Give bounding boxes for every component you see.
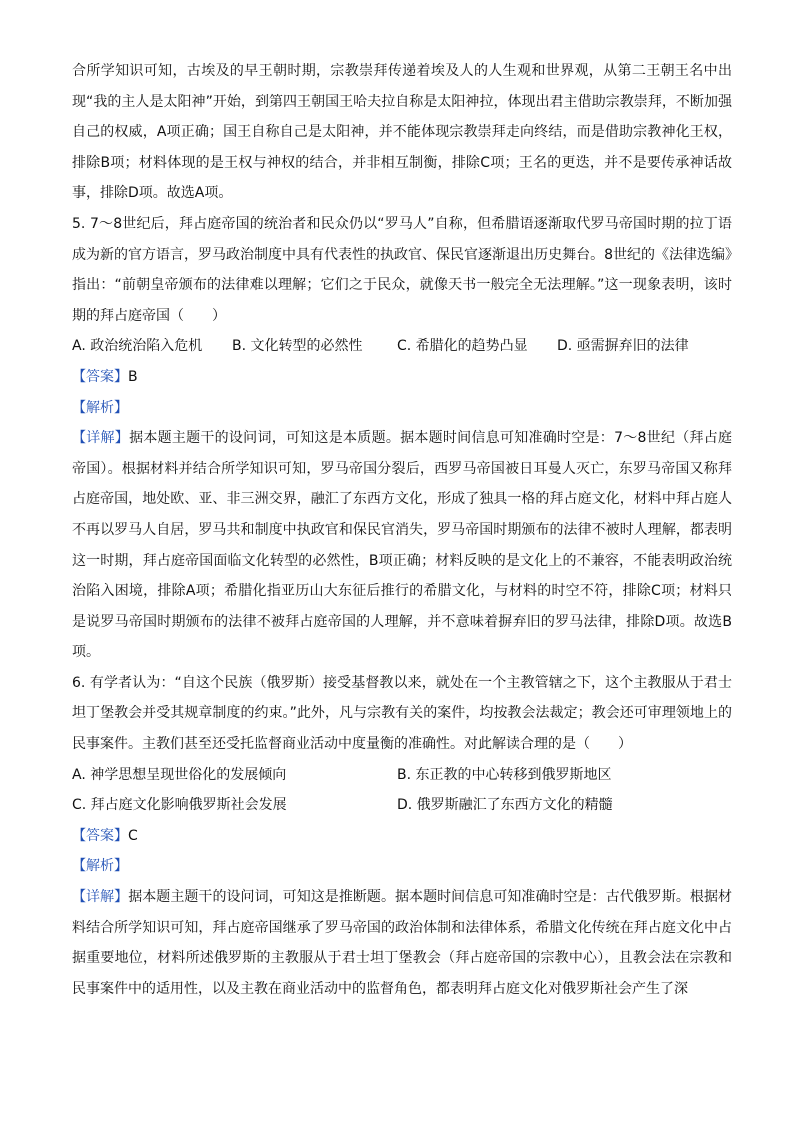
- q6-analysis-label: 【解析】: [72, 858, 128, 875]
- q5-detail-text: 据本题主题干的设问词，可知这是本质题。据本题时间信息可知准确时空是：7～8世纪（拜占庭帝国）。根据材料并结合所学知识可知，罗马帝国分裂后，西罗马帝国被日耳曼人灭亡，东罗马帝国又称拜占庭帝国，地处欧、亚、非三洲交界，融汇了东西方文化，形成了独具一格的拜占庭文化，材料中拜占庭人不再以罗马人自居，罗马共和制度中执政官和保民官消失，罗马帝国时期颁布的法律不被时人理解，都表明这一时期，拜占庭帝国面临文化转型的必然性，B项正确；材料反映的是文化上的不兼容，不能表明政治统治陷入困境，排除A项；希腊化指亚历山大东征后推行的希腊文化，与材料的时空不符，排除C项；材料只是说罗马帝国时期颁布的法律不被拜占庭帝国的人理解，并不意味着摒弃旧的罗马法律，排除D项。故选B项。: [72, 430, 733, 661]
- q6-answer: [72, 821, 732, 852]
- q5-analysis-label: 【解析】: [72, 399, 128, 416]
- q5-option-c: C. 希腊化的趋势凸显: [397, 338, 528, 355]
- q5-detail-label: 【详解】: [72, 430, 130, 447]
- q6-option-a: A. 神学思想呈现世俗化的发展倾向: [72, 766, 287, 783]
- q5-answer: [72, 362, 732, 393]
- q5-answer-label: 【答案】: [72, 368, 128, 385]
- q6-detail: [72, 882, 732, 1004]
- q6-option-b: B. 东正教的中心转移到俄罗斯地区: [397, 766, 612, 783]
- q5-stem: 5. 7～8世纪后，拜占庭帝国的统治者和民众仍以“罗马人”自称，但希腊语逐渐取代罗马帝国时期的拉丁语成为新的官方语言，罗马政治制度中具有代表性的执政官、保民官逐渐退出历史舞台。8世纪的《法律选编》指出：“前朝皇帝颁布的法律难以理解；它们之于民众，就像天书一般完全无法理解。”这一现象表明，该时期的拜占庭帝国（ ）: [72, 215, 732, 324]
- q6-option-d: D. 俄罗斯融汇了东西方文化的精髓: [397, 797, 613, 814]
- q5-detail: [72, 423, 732, 668]
- q6-stem: 6. 有学者认为：“自这个民族（俄罗斯）接受基督教以来，就处在一个主教管辖之下，这个主教服从于君士坦丁堡教会并受其规章制度的约束。”此外，凡与宗教有关的案件，均按教会法裁定；教会还可审理领地上的民事案件。主教们甚至还受托监督商业活动中度量衡的准确性。对此解读合理的是（ ）: [72, 674, 732, 753]
- q6-detail-text: 据本题主题干的设问词，可知这是推断题。据本题时间信息可知准确时空是：古代俄罗斯。根据材料结合所学知识可知，拜占庭帝国继承了罗马帝国的政治体制和法律体系，希腊文化传统在拜占庭文化中占据重要地位，材料所述俄罗斯的主教服从于君士坦丁堡教会（拜占庭帝国的宗教中心），且教会法在宗教和民事案件中的适用性，以及主教在商业活动中的监督角色，都表明拜占庭文化对俄罗斯社会产生了深: [72, 889, 733, 997]
- document-page: [72, 56, 732, 1004]
- q5-option-b: B. 文化转型的必然性: [232, 338, 363, 355]
- q6-options-row-1: [72, 760, 732, 791]
- q5-option-d: D. 亟需摒弃旧的法律: [557, 338, 689, 355]
- q6-detail-label: 【详解】: [72, 889, 129, 906]
- q6-option-c: C. 拜占庭文化影响俄罗斯社会发展: [72, 797, 287, 814]
- q4-explanation-continued: 合所学知识可知，古埃及的早王朝时期，宗教崇拜传递着埃及人的人生观和世界观，从第二王朝王名中出现“我的主人是太阳神”开始，到第四王朝国王哈夫拉自称是太阳神拉，体现出君主借助宗教崇拜，不断加强自己的权威，A项正确；国王自称自己是太阳神，并不能体现宗教崇拜走向终结，而是借助宗教神化王权，排除B项；材料体现的是王权与神权的结合，并非相互制衡，排除C项；王名的更迭，并不是要传承神话故事，排除D项。故选A项。: [72, 63, 732, 202]
- q6-answer-value: C: [128, 827, 138, 844]
- q5-answer-value: B: [128, 368, 138, 385]
- q6-answer-label: 【答案】: [72, 827, 128, 844]
- q5-options: [72, 331, 732, 362]
- q6-options-row-2: [72, 790, 732, 821]
- q5-option-a: A. 政治统治陷入危机: [72, 338, 203, 355]
